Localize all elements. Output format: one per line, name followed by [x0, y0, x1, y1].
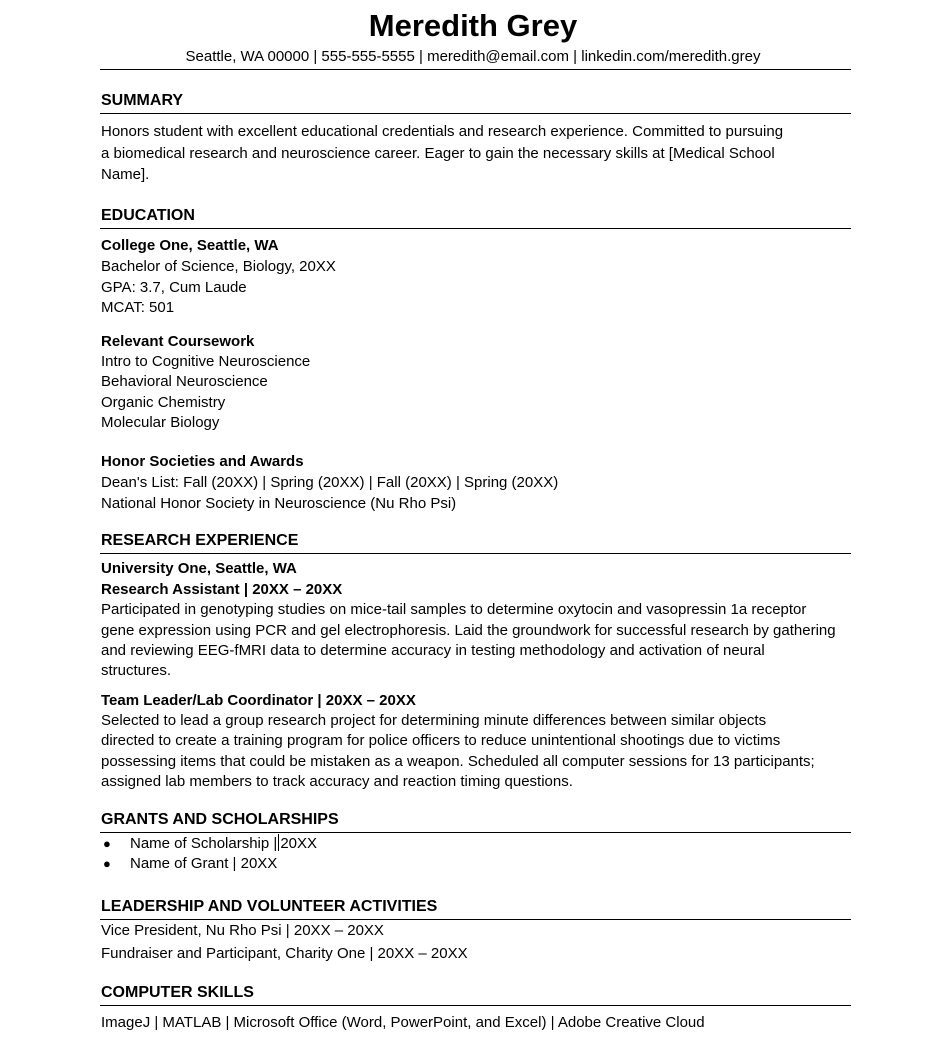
honors-heading: Honor Societies and Awards [101, 453, 304, 470]
summary-line: Honors student with excellent educational credentials and research experience. Committed to pursuing [101, 123, 784, 140]
research-role: Team Leader/Lab Coordinator | 20XX – 20XX [101, 692, 416, 709]
grant-year: 20XX [280, 835, 318, 852]
contact-line: Seattle, WA 00000 | 555-555-5555 | meredith@email.com | linkedin.com/meredith.grey [185, 48, 761, 65]
course-item: Molecular Biology [101, 414, 220, 431]
leadership-item: Vice President, Nu Rho Psi | 20XX – 20XX [101, 922, 384, 939]
summary-line: Name]. [101, 166, 150, 183]
research-line: and reviewing EEG-fMRI data to determine accuracy in testing methodology and activation of neural [101, 642, 765, 659]
research-line: possessing items that could be mistaken as a weapon. Scheduled all computer sessions for 13 participants; [101, 753, 815, 770]
research-line: assigned lab members to track accuracy and reaction timing questions. [101, 773, 573, 790]
research-line: structures. [101, 662, 172, 679]
skills-heading: COMPUTER SKILLS [101, 984, 254, 1001]
research-line: gene expression using PCR and gel electrophoresis. Laid the groundwork for successful research by gathering [101, 622, 836, 639]
research-role: Research Assistant | 20XX – 20XX [101, 581, 343, 598]
resume-name: Meredith Grey [368, 8, 578, 43]
education-detail: GPA: 3.7, Cum Laude [101, 279, 247, 296]
section-divider [100, 553, 851, 554]
leadership-heading: LEADERSHIP AND VOLUNTEER ACTIVITIES [101, 898, 438, 915]
education-heading: EDUCATION [101, 207, 195, 224]
education-detail: MCAT: 501 [101, 299, 175, 316]
bullet-icon: ● [103, 856, 111, 871]
research-heading: RESEARCH EXPERIENCE [101, 532, 299, 549]
course-item: Behavioral Neuroscience [101, 373, 268, 390]
section-divider [100, 1005, 851, 1006]
research-line: Participated in genotyping studies on mice-tail samples to determine oxytocin and vasopressin 1a receptor [101, 601, 807, 618]
grants-heading: GRANTS AND SCHOLARSHIPS [101, 811, 339, 828]
research-line: directed to create a training program for police officers to reduce unintentional shootings due to victims [101, 732, 781, 749]
grant-name: Name of Scholarship | [130, 835, 278, 852]
skills-line: ImageJ | MATLAB | Microsoft Office (Word, PowerPoint, and Excel) | Adobe Creative Cloud [101, 1014, 705, 1031]
education-detail: Bachelor of Science, Biology, 20XX [101, 258, 336, 275]
honor-item: National Honor Society in Neuroscience (Nu Rho Psi) [101, 495, 457, 512]
school-name: College One, Seattle, WA [101, 237, 279, 254]
header-divider [100, 69, 851, 70]
grant-item: Name of Grant | 20XX [130, 855, 278, 872]
summary-line: a biomedical research and neuroscience career. Eager to gain the necessary skills at [Medical School [101, 145, 775, 162]
summary-heading: SUMMARY [101, 92, 184, 109]
section-divider [100, 919, 851, 920]
section-divider [100, 113, 851, 114]
coursework-heading: Relevant Coursework [101, 333, 255, 350]
leadership-item: Fundraiser and Participant, Charity One | 20XX – 20XX [101, 945, 468, 962]
grant-item[interactable] [130, 834, 317, 854]
research-org: University One, Seattle, WA [101, 560, 297, 577]
course-item: Intro to Cognitive Neuroscience [101, 353, 311, 370]
research-line: Selected to lead a group research project for determining minute differences between similar objects [101, 712, 767, 729]
section-divider [100, 832, 851, 833]
honor-item: Dean's List: Fall (20XX) | Spring (20XX) | Fall (20XX) | Spring (20XX) [101, 474, 559, 491]
section-divider [100, 228, 851, 229]
bullet-icon: ● [103, 836, 111, 851]
course-item: Organic Chemistry [101, 394, 226, 411]
